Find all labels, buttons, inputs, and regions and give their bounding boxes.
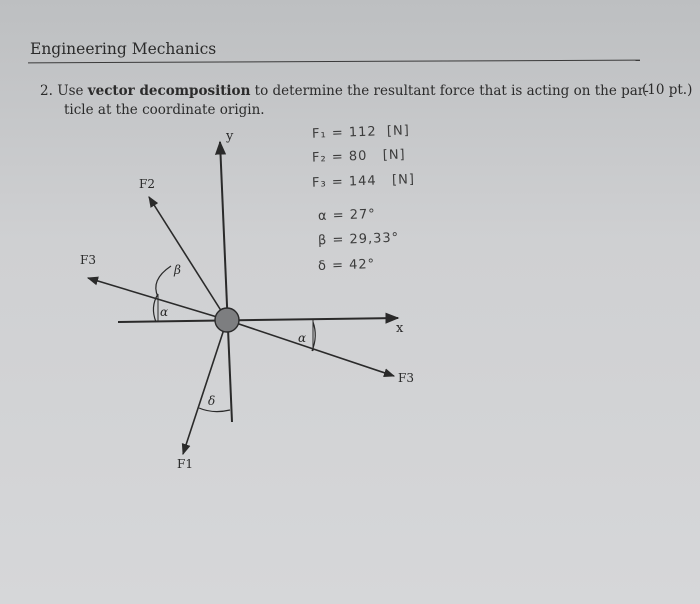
beta-arc (156, 266, 171, 297)
alpha-right-arc (312, 322, 315, 351)
f1-label: F1 (177, 457, 193, 471)
problem-text-line2: ticle at the coordinate origin. (64, 102, 265, 118)
f3-left-label: F3 (80, 253, 96, 267)
note-f2: F₂ = 80 [N] (311, 147, 406, 166)
y-axis-label: y (226, 129, 234, 144)
f2-label: F2 (139, 177, 155, 191)
note-beta: β = 29,33° (317, 230, 400, 249)
problem-points: (10 pt.) (642, 82, 693, 98)
alpha-right-label: α (298, 331, 307, 345)
force-f3-right-vector (227, 320, 394, 376)
note-f3: F₃ = 144 [N] (311, 172, 416, 191)
delta-arc (199, 408, 230, 412)
beta-label: β (174, 263, 181, 277)
y-axis (220, 142, 232, 422)
delta-label: δ (208, 394, 216, 408)
course-title: Engineering Mechanics (30, 40, 217, 58)
force-f2-vector (149, 197, 227, 320)
note-f1: F₁ = 112 [N] (311, 123, 411, 142)
force-f1-vector (183, 320, 227, 454)
problem-text-after: to determine the resultant force that is acting on the par- (250, 83, 649, 99)
alpha-left-label: α (160, 305, 169, 319)
problem-bold-term: vector decomposition (87, 83, 251, 99)
note-delta: δ = 42° (317, 257, 376, 274)
note-alpha: α = 27° (317, 206, 377, 225)
problem-number: 2. (40, 83, 53, 99)
problem-text-before: Use (57, 83, 88, 99)
f3-right-label: F3 (398, 371, 414, 385)
origin-particle (215, 308, 239, 332)
x-axis-label: x (396, 321, 404, 336)
